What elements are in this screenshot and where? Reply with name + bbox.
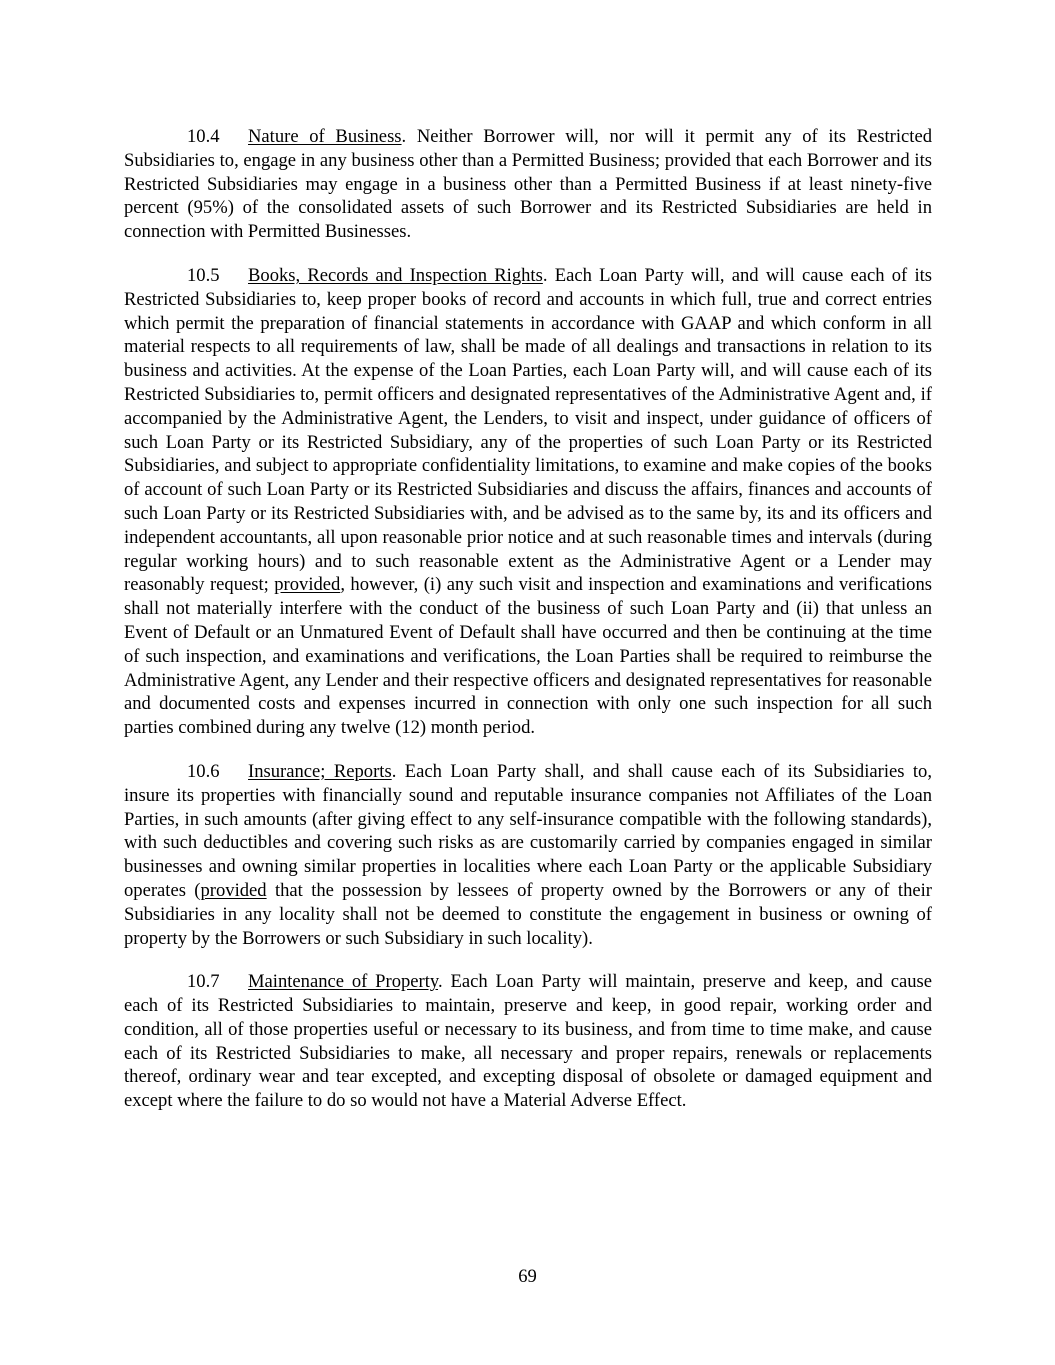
section-body-continued: that the possession by lessees of property owned by the Borrowers or any of their Subsidiaries in any locality shall not be deemed to constitute the engagement in business or owning of property by the Borrowers or such Subsidiary in such locality). [124, 879, 932, 949]
emphasis-provided: provided [274, 574, 341, 596]
section-number: 10.4 [187, 126, 220, 147]
section-body: . Each Loan Party will maintain, preserve and keep, and cause each of its Restricted Subsidiaries to maintain, preserve and keep, in good repair, working order and condition, all of those properties useful or necessary to its business, and from time to time make, and cause each of its Restricted Subsidiaries to make, all necessary and proper repairs, renewals or replacements thereof, ordinary wear and tear excepted, and excepting disposal of obsolete or damaged equipment and except where the failure to do so would not have a Material Adverse Effect. [124, 971, 932, 1112]
emphasis-provided: provided [200, 879, 267, 901]
section-body: . Each Loan Party shall, and shall cause each of its Subsidiaries to, insure its properties with financially sound and reputable insurance companies not Affiliates of the Loan Parties, in such amounts (after giving effect to any self-insurance compatible with the following standards), with such deductibles and covering such risks as are customarily carried by companies engaged in similar businesses and owning similar properties in localities where each Loan Party or the applicable Subsidiary operates ( [124, 760, 932, 901]
section-10-6 [124, 760, 932, 950]
document-page [124, 125, 932, 1133]
page-number: 69 [518, 1266, 537, 1287]
section-10-4 [124, 125, 932, 244]
section-title: Books, Records and Inspection Rights [248, 264, 543, 286]
section-10-7 [124, 970, 932, 1113]
section-body: . Each Loan Party will, and will cause each of its Restricted Subsidiaries to, keep proper books of record and accounts in which full, true and correct entries which permit the preparation of financial statements in accordance with GAAP and which conform in all material respects to all requirements of law, shall be made of all dealings and transactions in relation to its business and activities. At the expense of the Loan Parties, each Loan Party will, and will cause each of its Restricted Subsidiaries to, permit officers and designated representatives of the Administrative Agent and, if accompanied by the Administrative Agent, the Lenders, to visit and inspect, under guidance of officers of such Loan Party or its Restricted Subsidiary, any of the properties of such Loan Party or its Restricted Subsidiaries, and subject to appropriate confidentiality limitations, to examine and make copies of the books of account of such Loan Party or its Restricted Subsidiaries and discuss the affairs, finances and accounts of such Loan Party or its Restricted Subsidiaries with, and be advised as to the same by, its and its officers and independent accountants, all upon reasonable prior notice and at such reasonable times and intervals (during regular working hours) and to such reasonable extent as the Administrative Agent or a Lender may reasonably request; [124, 264, 933, 596]
section-title: Insurance; Reports [248, 760, 392, 782]
section-body-continued: , however, (i) any such visit and inspection and examinations and verifications shall not materially interfere with the conduct of the business of such Loan Party and (ii) that unless an Event of Default or an Unmatured Event of Default shall have occurred and then be continuing at the time of such inspection, and examinations and verifications, the Loan Parties shall be required to reimburse the Administrative Agent, any Lender and their respective officers and designated representatives for reasonable and documented costs and expenses incurred in connection with only one such inspection for all such parties combined during any twelve (12) month period. [124, 574, 932, 739]
section-number: 10.7 [187, 971, 220, 993]
section-title: Maintenance of Property [248, 971, 439, 993]
section-title: Nature of Business [248, 126, 402, 147]
section-body: . Neither Borrower will, nor will it permit any of its Restricted Subsidiaries to, engage in any business other than a Permitted Business; provided that each Borrower and its Restricted Subsidiaries may engage in a business other than a Permitted Business if at least ninety-five percent (95%) of the consolidated assets of such Borrower and its Restricted Subsidiaries are held in connection with Permitted Businesses. [124, 126, 932, 243]
section-number: 10.6 [187, 760, 220, 782]
section-10-5 [124, 264, 932, 740]
section-number: 10.5 [187, 264, 220, 286]
